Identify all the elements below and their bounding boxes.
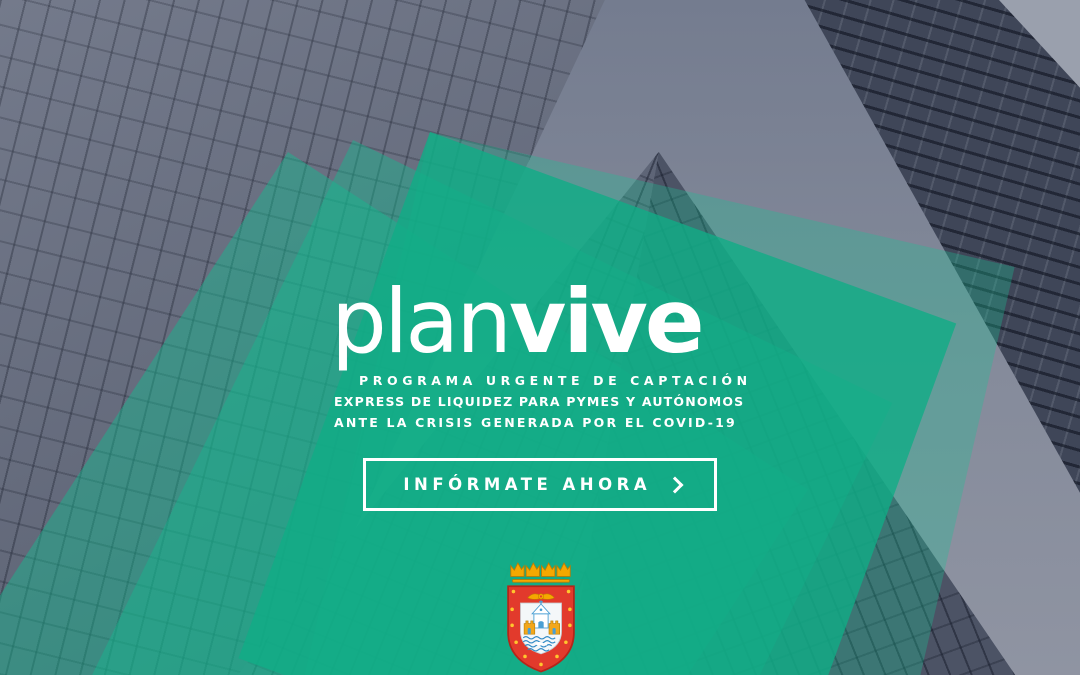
chevron-right-icon (667, 476, 684, 493)
municipal-crest-icon (501, 556, 581, 675)
brand-logo (331, 270, 702, 373)
crest-crown (511, 563, 570, 582)
informate-ahora-button[interactable] (363, 458, 717, 511)
municipal-crest (501, 556, 581, 675)
tagline-line-1: PROGRAMA URGENTE DE CAPTACIÓN (359, 373, 752, 388)
crest-wings-emblem (528, 594, 555, 600)
tagline (334, 370, 752, 433)
tagline-line-2: EXPRESS DE LIQUIDEZ PARA PYMES Y AUTÓNOMOS (334, 394, 745, 409)
cta-label: INFÓRMATE AHORA (403, 475, 652, 494)
brand-logo-vive: vive (509, 270, 702, 373)
brand-logo-plan: plan (331, 270, 510, 373)
tagline-line-3: ANTE LA CRISIS GENERADA POR EL COVID-19 (334, 415, 737, 430)
